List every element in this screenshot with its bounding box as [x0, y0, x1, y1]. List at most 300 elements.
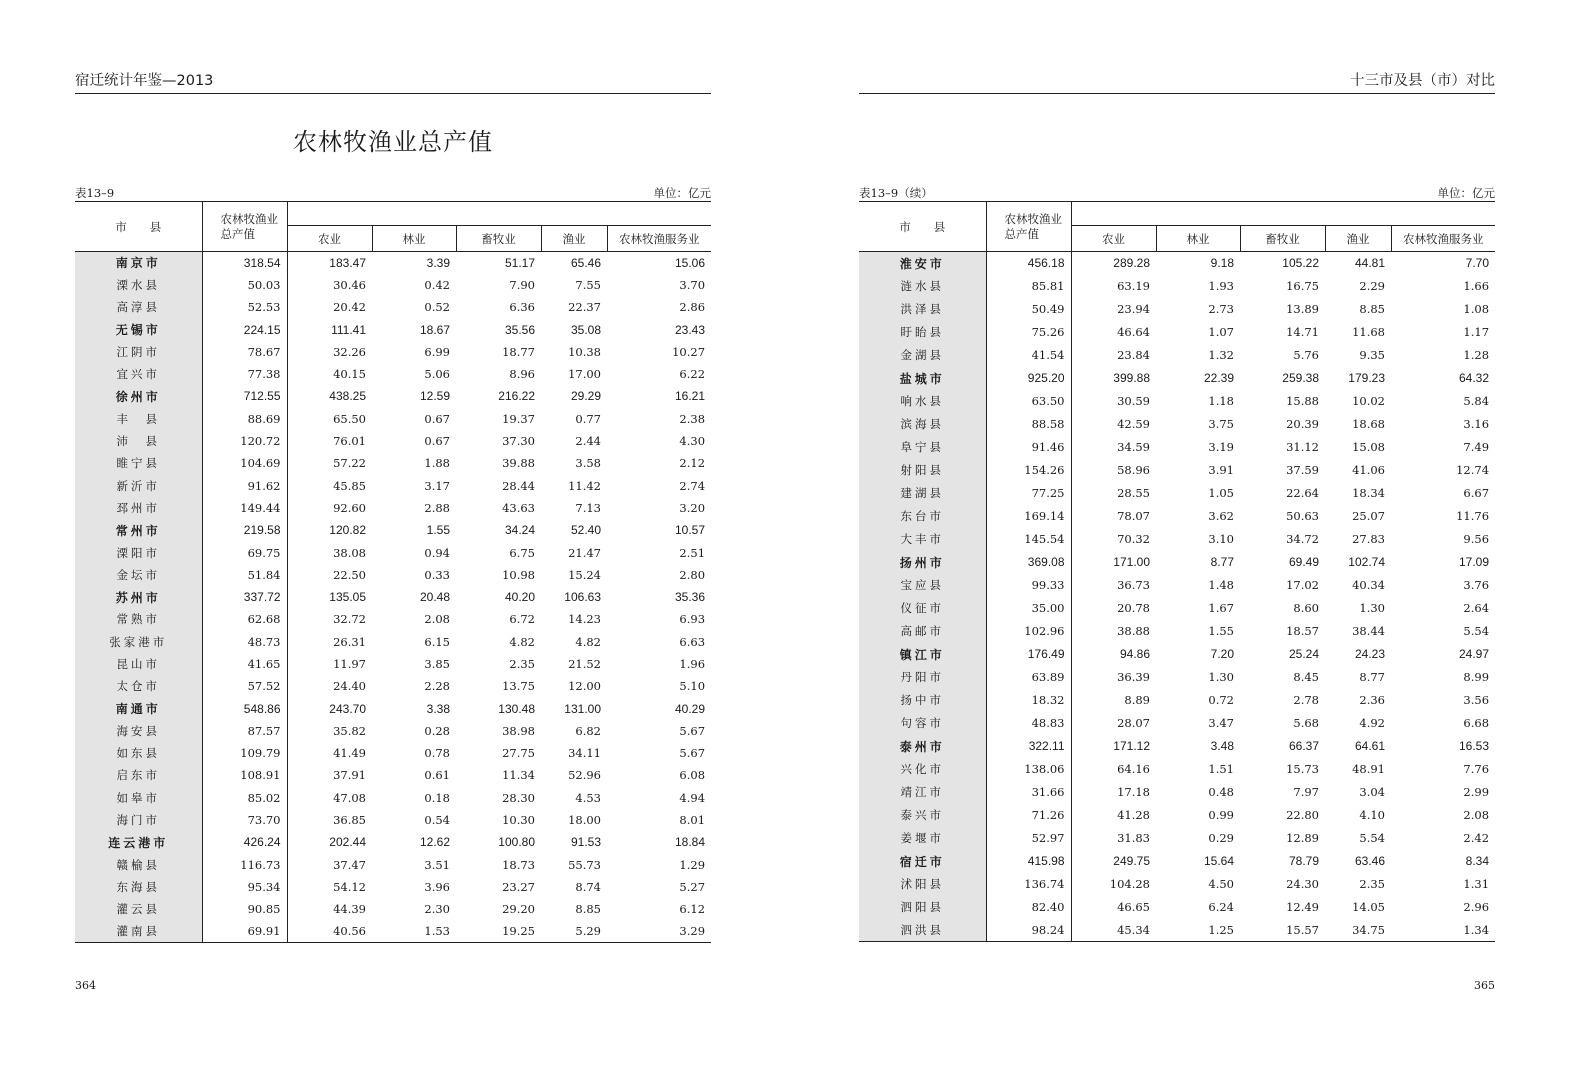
- service-value: 1.28: [1463, 348, 1490, 362]
- animal-husbandry-value: 69.49: [1288, 555, 1319, 569]
- total-value: 85.02: [202, 787, 287, 809]
- forestry-value: 0.42: [424, 277, 450, 292]
- total-value: 63.89: [986, 666, 1071, 689]
- fishery-value: 24.23: [1354, 647, 1385, 661]
- region-name: 建湖县: [859, 482, 986, 505]
- table-row: [75, 385, 711, 407]
- forestry-value: 0.52: [424, 300, 450, 315]
- animal-husbandry-value: 10.30: [502, 813, 535, 828]
- total-value: 69.75: [202, 541, 287, 563]
- agriculture-value: 171.12: [1113, 739, 1150, 753]
- agriculture-value: 40.56: [287, 920, 372, 942]
- agriculture-value: 46.64: [1117, 325, 1150, 339]
- animal-husbandry-value: 8.60: [1293, 601, 1319, 615]
- total-value: 322.11: [986, 735, 1071, 758]
- forestry-value: 7.20: [1210, 647, 1234, 661]
- fishery-value: 35.08: [570, 322, 601, 337]
- service-value: 11.76: [1456, 509, 1490, 523]
- forestry-value: 12.59: [419, 389, 450, 404]
- service-value: 8.99: [1463, 670, 1490, 684]
- table-row: [75, 898, 711, 920]
- region-name: 溧阳市: [75, 541, 202, 563]
- fishery-value: 7.13: [575, 500, 601, 515]
- region-name: 江阴市: [75, 341, 202, 363]
- agriculture-value: 171.00: [1113, 555, 1150, 569]
- agriculture-value: 45.34: [1071, 919, 1156, 942]
- region-name: 连云港市: [75, 831, 202, 853]
- forestry-value: 0.72: [1208, 693, 1234, 707]
- forestry-value: 0.67: [424, 434, 450, 449]
- agriculture-value: 202.44: [329, 835, 366, 850]
- region-name: 盐城市: [859, 367, 986, 390]
- service-value: 15.06: [675, 255, 706, 270]
- service-value: 3.20: [679, 500, 706, 515]
- fishery-value: 5.54: [1359, 831, 1385, 845]
- total-value: 91.62: [202, 474, 287, 496]
- service-value: 2.12: [679, 456, 706, 471]
- forestry-value: 3.47: [1208, 716, 1234, 730]
- service-value: 3.16: [1463, 417, 1490, 431]
- region-name: 泰兴市: [859, 804, 986, 827]
- table-row: [75, 697, 711, 719]
- table-row: [859, 574, 1495, 597]
- fishery-value: 102.74: [1348, 555, 1385, 569]
- header-service: 农林牧渔服务业: [1391, 226, 1495, 252]
- region-name: 南京市: [75, 252, 202, 274]
- fishery-value: 8.77: [1359, 670, 1385, 684]
- service-value: 1.29: [679, 857, 706, 872]
- total-value: 98.24: [986, 919, 1071, 942]
- region-name: 宿迁市: [859, 850, 986, 873]
- region-name: 溧水县: [75, 274, 202, 296]
- table-row: [75, 252, 711, 274]
- forestry-value: 1.07: [1208, 325, 1234, 339]
- fishery-value: 8.85: [1359, 302, 1385, 316]
- animal-husbandry-value: 23.27: [502, 879, 535, 894]
- total-value: 87.57: [202, 720, 287, 742]
- region-name: 泰州市: [859, 735, 986, 758]
- table-number-continued: 表13–9（续）: [859, 186, 933, 200]
- forestry-value: 1.88: [424, 456, 450, 471]
- running-head-left: [75, 72, 711, 94]
- fishery-value: 34.11: [568, 746, 601, 761]
- region-name: 丹阳市: [859, 666, 986, 689]
- forestry-value: 2.08: [424, 612, 450, 627]
- service-value: 6.63: [679, 634, 706, 649]
- total-value: 109.79: [202, 742, 287, 764]
- service-value: 5.54: [1463, 624, 1490, 638]
- service-value: 2.51: [679, 545, 706, 560]
- table-row: [859, 298, 1495, 321]
- service-value: 1.34: [1391, 919, 1495, 942]
- total-value: 415.98: [986, 850, 1071, 873]
- service-value: 2.38: [679, 411, 706, 426]
- forestry-value: 1.53: [372, 920, 456, 942]
- agriculture-value: 23.84: [1117, 348, 1150, 362]
- agriculture-value: 104.28: [1109, 877, 1150, 891]
- total-value: 456.18: [986, 252, 1071, 275]
- agriculture-value: 120.82: [329, 523, 366, 538]
- agriculture-value: 36.85: [333, 813, 366, 828]
- table-row: [75, 608, 711, 630]
- agriculture-value: 32.72: [333, 612, 366, 627]
- agriculture-value: 28.55: [1117, 486, 1150, 500]
- region-name: 东台市: [859, 505, 986, 528]
- fishery-value: 3.04: [1359, 785, 1385, 799]
- fishery-value: 6.82: [575, 723, 601, 738]
- agriculture-value: 47.08: [333, 790, 366, 805]
- animal-husbandry-value: 15.73: [1286, 762, 1319, 776]
- fishery-value: 4.53: [575, 790, 601, 805]
- region-name: 无锡市: [75, 318, 202, 340]
- region-name: 高邮市: [859, 620, 986, 643]
- service-value: 6.08: [679, 768, 706, 783]
- fishery-value: 10.38: [568, 344, 601, 359]
- animal-husbandry-value: 10.98: [502, 567, 535, 582]
- table-row: [859, 390, 1495, 413]
- region-name: 宝应县: [859, 574, 986, 597]
- table-row: [859, 689, 1495, 712]
- agriculture-value: 36.39: [1117, 670, 1150, 684]
- table-row: [75, 720, 711, 742]
- fishery-value: 4.92: [1359, 716, 1385, 730]
- table-row: [75, 742, 711, 764]
- fishery-value: 63.46: [1354, 854, 1385, 868]
- service-value: 8.34: [1465, 854, 1490, 868]
- animal-husbandry-value: 5.68: [1293, 716, 1319, 730]
- animal-husbandry-value: 20.39: [1286, 417, 1319, 431]
- fishery-value: 40.34: [1352, 578, 1385, 592]
- service-value: 1.96: [679, 656, 706, 671]
- forestry-value: 0.18: [424, 790, 450, 805]
- service-value: 1.17: [1463, 325, 1490, 339]
- animal-husbandry-value: 100.80: [498, 835, 535, 850]
- animal-husbandry-value: 259.38: [1282, 371, 1319, 385]
- region-name: 常熟市: [75, 608, 202, 630]
- total-value: 145.54: [986, 528, 1071, 551]
- animal-husbandry-value: 12.49: [1286, 900, 1319, 914]
- table-row: [75, 631, 711, 653]
- animal-husbandry-value: 12.89: [1286, 831, 1319, 845]
- animal-husbandry-value: 19.25: [456, 920, 541, 942]
- total-value: 71.26: [986, 804, 1071, 827]
- table-row: [859, 919, 1495, 942]
- table-row: [75, 541, 711, 563]
- region-name: 苏州市: [75, 586, 202, 608]
- total-value: 712.55: [202, 385, 287, 407]
- fishery-value: 4.10: [1359, 808, 1385, 822]
- animal-husbandry-value: 22.64: [1286, 486, 1319, 500]
- forestry-value: 3.91: [1208, 463, 1234, 477]
- fishery-value: 25.07: [1352, 509, 1385, 523]
- fishery-value: 52.40: [570, 523, 601, 538]
- service-value: 17.09: [1459, 555, 1490, 569]
- region-name: 兴化市: [859, 758, 986, 781]
- animal-husbandry-value: 25.24: [1288, 647, 1319, 661]
- service-value: 2.99: [1463, 785, 1490, 799]
- region-name: 泗洪县: [859, 919, 986, 942]
- table-row: [75, 787, 711, 809]
- forestry-value: 1.55: [1208, 624, 1234, 638]
- fishery-value: 41.06: [1352, 463, 1385, 477]
- agriculture-value: 38.08: [333, 545, 366, 560]
- agriculture-value: 24.40: [333, 679, 366, 694]
- agriculture-value: 23.94: [1117, 302, 1150, 316]
- total-value: 88.58: [986, 413, 1071, 436]
- animal-husbandry-value: 24.30: [1286, 877, 1319, 891]
- animal-husbandry-value: 8.96: [509, 367, 535, 382]
- total-value: 337.72: [202, 586, 287, 608]
- agriculture-value: 37.47: [333, 857, 366, 872]
- service-value: 7.49: [1463, 440, 1490, 454]
- forestry-value: 1.25: [1156, 919, 1240, 942]
- region-name: 张家港市: [75, 631, 202, 653]
- left-page: [75, 0, 711, 1077]
- table-row: [859, 436, 1495, 459]
- table-row: [75, 653, 711, 675]
- agriculture-value: 28.07: [1117, 716, 1150, 730]
- table-row: [75, 519, 711, 541]
- animal-husbandry-value: 38.98: [502, 723, 535, 738]
- service-value: 4.30: [679, 434, 706, 449]
- agriculture-value: 36.73: [1117, 578, 1150, 592]
- service-value: 3.56: [1463, 693, 1490, 707]
- table-row: [75, 318, 711, 340]
- region-name: 如东县: [75, 742, 202, 764]
- header-total: 农林牧渔业总产值: [202, 202, 287, 252]
- service-value: 5.10: [679, 679, 706, 694]
- region-name: 大丰市: [859, 528, 986, 551]
- table-row: [75, 831, 711, 853]
- total-value: 925.20: [986, 367, 1071, 390]
- table-row: [859, 827, 1495, 850]
- agriculture-value: 20.42: [333, 300, 366, 315]
- agriculture-value: 41.49: [333, 746, 366, 761]
- region-name: 靖江市: [859, 781, 986, 804]
- service-value: 10.27: [672, 344, 706, 359]
- total-value: 88.69: [202, 408, 287, 430]
- agriculture-value: 45.85: [333, 478, 366, 493]
- table-row: [75, 586, 711, 608]
- agriculture-value: 34.59: [1117, 440, 1150, 454]
- animal-husbandry-value: 16.75: [1286, 279, 1319, 293]
- animal-husbandry-value: 22.80: [1286, 808, 1319, 822]
- fishery-value: 0.77: [575, 411, 601, 426]
- forestry-value: 1.18: [1208, 394, 1234, 408]
- region-name: 镇江市: [859, 643, 986, 666]
- animal-husbandry-value: 39.88: [502, 456, 535, 471]
- fishery-value: 3.58: [575, 456, 601, 471]
- header-animal-husbandry: 畜牧业: [456, 226, 541, 252]
- table-row: [75, 474, 711, 496]
- forestry-value: 6.24: [1208, 900, 1234, 914]
- service-value: 40.29: [675, 701, 706, 716]
- region-name: 滨海县: [859, 413, 986, 436]
- total-value: 136.74: [986, 873, 1071, 896]
- fishery-value: 48.91: [1352, 762, 1385, 776]
- total-value: 78.67: [202, 341, 287, 363]
- animal-husbandry-value: 11.34: [502, 768, 535, 783]
- agriculture-value: 17.18: [1117, 785, 1150, 799]
- region-name: 太仓市: [75, 675, 202, 697]
- forestry-value: 1.48: [1208, 578, 1234, 592]
- region-name: 句容市: [859, 712, 986, 735]
- total-value: 85.81: [986, 275, 1071, 298]
- fishery-value: 18.00: [568, 813, 601, 828]
- running-head-right: [859, 72, 1495, 94]
- total-value: 99.33: [986, 574, 1071, 597]
- agriculture-value: 249.75: [1113, 854, 1150, 868]
- fishery-value: 7.55: [575, 277, 601, 292]
- agriculture-value: 30.46: [333, 277, 366, 292]
- unit-label-right: 单位：亿元: [1437, 186, 1495, 200]
- total-value: 82.40: [986, 896, 1071, 919]
- total-value: 169.14: [986, 505, 1071, 528]
- unit-label: 单位：亿元: [653, 186, 711, 200]
- region-name: 沛 县: [75, 430, 202, 452]
- agriculture-value: 40.15: [333, 367, 366, 382]
- region-name: 金湖县: [859, 344, 986, 367]
- total-value: 50.03: [202, 274, 287, 296]
- service-value: 2.80: [679, 567, 706, 582]
- fishery-value: 14.05: [1352, 900, 1385, 914]
- agriculture-value: 31.83: [1117, 831, 1150, 845]
- animal-husbandry-value: 37.30: [502, 434, 535, 449]
- forestry-value: 0.78: [424, 746, 450, 761]
- total-value: 63.50: [986, 390, 1071, 413]
- fishery-value: 11.68: [1352, 325, 1385, 339]
- fishery-value: 8.85: [575, 902, 601, 917]
- fishery-value: 2.35: [1359, 877, 1385, 891]
- total-value: 318.54: [202, 252, 287, 274]
- animal-husbandry-value: 66.37: [1288, 739, 1319, 753]
- table-row: [859, 804, 1495, 827]
- fishery-value: 9.35: [1359, 348, 1385, 362]
- agriculture-value: 41.28: [1117, 808, 1150, 822]
- service-value: 2.42: [1463, 831, 1490, 845]
- animal-husbandry-value: 2.35: [509, 656, 535, 671]
- region-name: 常州市: [75, 519, 202, 541]
- fishery-value: 18.68: [1352, 417, 1385, 431]
- animal-husbandry-value: 4.82: [509, 634, 535, 649]
- forestry-value: 3.10: [1208, 532, 1234, 546]
- animal-husbandry-value: 29.20: [502, 902, 535, 917]
- service-value: 5.27: [679, 879, 706, 894]
- table-row: [75, 408, 711, 430]
- total-value: 51.84: [202, 564, 287, 586]
- fishery-value: 22.37: [568, 300, 601, 315]
- service-value: 2.96: [1463, 900, 1490, 914]
- total-value: 77.38: [202, 363, 287, 385]
- animal-husbandry-value: 6.75: [509, 545, 535, 560]
- service-value: 5.67: [679, 746, 706, 761]
- agriculture-value: 22.50: [333, 567, 366, 582]
- region-name: 灌南县: [75, 920, 202, 942]
- forestry-value: 18.67: [419, 322, 450, 337]
- total-value: 176.49: [986, 643, 1071, 666]
- region-name: 仪征市: [859, 597, 986, 620]
- animal-husbandry-value: 18.77: [502, 344, 535, 359]
- animal-husbandry-value: 105.22: [1282, 256, 1319, 271]
- forestry-value: 0.54: [424, 813, 450, 828]
- forestry-value: 3.51: [424, 857, 450, 872]
- forestry-value: 3.38: [426, 701, 450, 716]
- region-name: 新沂市: [75, 474, 202, 496]
- fishery-value: 21.52: [568, 656, 601, 671]
- fishery-value: 179.23: [1348, 371, 1385, 385]
- fishery-value: 2.44: [575, 434, 601, 449]
- table-body-right: [859, 252, 1495, 942]
- total-value: 77.25: [986, 482, 1071, 505]
- table-row: [859, 275, 1495, 298]
- animal-husbandry-value: 130.48: [498, 701, 535, 716]
- animal-husbandry-value: 5.76: [1293, 348, 1319, 362]
- table-row: [75, 876, 711, 898]
- service-value: 6.93: [679, 612, 706, 627]
- service-value: 6.67: [1463, 486, 1490, 500]
- table-row: [859, 459, 1495, 482]
- fishery-value: 52.96: [568, 768, 601, 783]
- forestry-value: 3.17: [424, 478, 450, 493]
- table-row: [75, 564, 711, 586]
- region-name: 扬州市: [859, 551, 986, 574]
- forestry-value: 6.99: [424, 344, 450, 359]
- total-value: 52.97: [986, 827, 1071, 850]
- table-row: [75, 430, 711, 452]
- table-row: [859, 367, 1495, 390]
- animal-husbandry-value: 27.75: [502, 746, 535, 761]
- agriculture-value: 70.32: [1117, 532, 1150, 546]
- service-value: 2.86: [679, 300, 706, 315]
- agriculture-value: 54.12: [333, 879, 366, 894]
- forestry-value: 2.28: [424, 679, 450, 694]
- agriculture-value: 30.59: [1117, 394, 1150, 408]
- animal-husbandry-value: 34.24: [504, 523, 535, 538]
- agriculture-value: 183.47: [329, 255, 366, 270]
- forestry-value: 3.96: [424, 879, 450, 894]
- region-name: 徐州市: [75, 385, 202, 407]
- total-value: 102.96: [986, 620, 1071, 643]
- region-name: 涟水县: [859, 275, 986, 298]
- total-value: 426.24: [202, 831, 287, 853]
- forestry-value: 1.67: [1208, 601, 1234, 615]
- page-number-left: 364: [75, 979, 96, 992]
- page-title: 农林牧渔业总产值: [293, 128, 493, 156]
- service-value: 3.29: [607, 920, 711, 942]
- forestry-value: 3.85: [424, 656, 450, 671]
- total-value: 31.66: [986, 781, 1071, 804]
- fishery-value: 15.08: [1352, 440, 1385, 454]
- service-value: 35.36: [675, 590, 706, 605]
- fishery-value: 8.74: [575, 879, 601, 894]
- agriculture-value: 64.16: [1117, 762, 1150, 776]
- region-name: 射阳县: [859, 459, 986, 482]
- service-value: 23.43: [675, 322, 706, 337]
- table-row: [75, 341, 711, 363]
- region-name: 启东市: [75, 764, 202, 786]
- region-name: 灌云县: [75, 898, 202, 920]
- animal-husbandry-value: 216.22: [498, 389, 535, 404]
- animal-husbandry-value: 51.17: [504, 255, 535, 270]
- total-value: 95.34: [202, 876, 287, 898]
- table-row: [859, 620, 1495, 643]
- service-value: 5.84: [1463, 394, 1490, 408]
- region-name: 东海县: [75, 876, 202, 898]
- forestry-value: 1.05: [1208, 486, 1234, 500]
- output-table-right: [859, 201, 1495, 942]
- total-value: 69.91: [202, 920, 287, 942]
- total-value: 120.72: [202, 430, 287, 452]
